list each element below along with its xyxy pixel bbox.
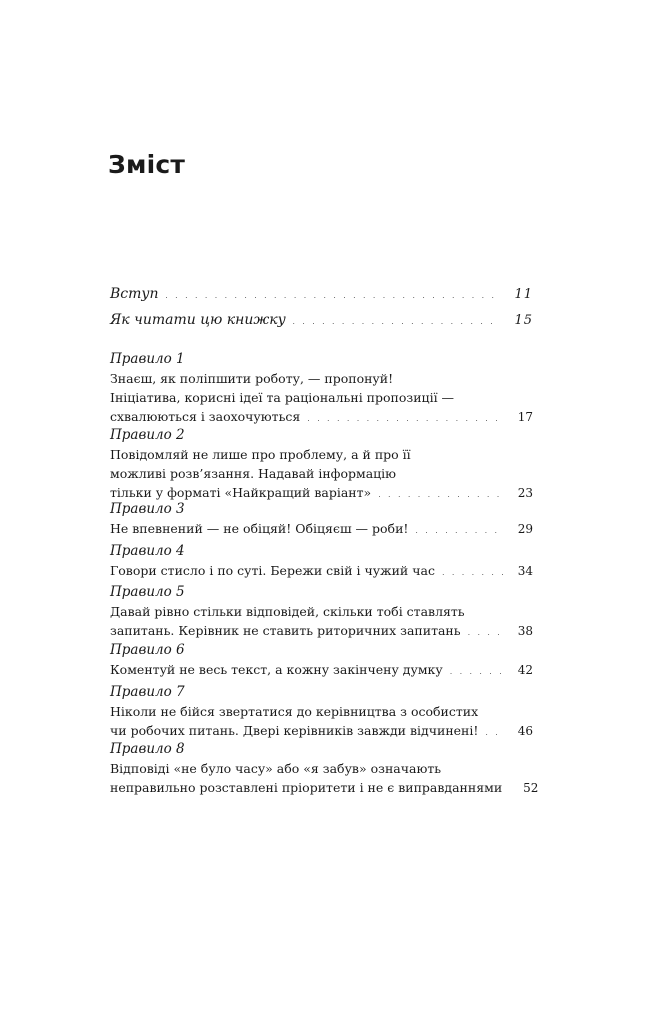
rule-line-last: тільки у форматі «Найкращий варіант» <box>110 485 372 500</box>
page-number: 15 <box>514 313 533 328</box>
rule-line: Давай рівно стільки відповідей, скільки тобі ставлять <box>110 604 465 619</box>
page-number: 17 <box>517 410 533 424</box>
page-number: 23 <box>517 486 533 500</box>
rule-line-last: Коментуй не весь текст, а кожну закінчену думку <box>110 662 443 677</box>
toc-entry-intro[interactable] <box>110 285 533 305</box>
toc-intro <box>110 285 533 331</box>
page-number: 46 <box>517 724 533 738</box>
rule-line: можливі розв’язання. Надавай інформацію <box>110 466 397 481</box>
page-number: 42 <box>517 663 533 677</box>
toc-entry-rule-8[interactable] <box>110 740 539 799</box>
rule-line-last: запитань. Керівник не ставить риторичних запитань <box>110 623 461 638</box>
rule-heading: Правило 5 <box>110 584 185 600</box>
toc-entry-rule-2[interactable] <box>110 426 533 504</box>
entry-label: Як читати цю книжку <box>110 312 286 328</box>
rule-line-last: схвалюються і заохочуються <box>110 409 301 424</box>
rule-line: Ініціатива, корисні ідеї та раціональні пропозиції — <box>110 390 455 405</box>
rule-line-last: Не впевнений — не обіцяй! Обіцяєш — роби! <box>110 521 409 536</box>
page-number: 11 <box>514 287 533 302</box>
dot-leader <box>450 662 504 681</box>
rule-line-last: Говори стисло і по суті. Бережи свій і чужий час <box>110 563 435 578</box>
toc-entry-rule-5[interactable] <box>110 583 533 642</box>
toc-entry-rule-1[interactable] <box>110 350 533 428</box>
rule-line: Відповіді «не було часу» або «я забув» означають <box>110 761 442 776</box>
rule-heading: Правило 6 <box>110 642 185 658</box>
entry-label: Вступ <box>110 286 159 302</box>
rule-line-last: чи робочих питань. Двері керівників завжди відчинені! <box>110 723 479 738</box>
toc-entry-rule-4[interactable] <box>110 542 533 582</box>
dot-leader <box>442 563 504 582</box>
toc-entry-rule-7[interactable] <box>110 683 533 742</box>
rule-heading: Правило 1 <box>110 351 185 367</box>
page-number: 34 <box>517 564 533 578</box>
dot-leader <box>415 521 503 540</box>
rule-heading: Правило 8 <box>110 741 185 757</box>
dot-leader <box>166 286 501 305</box>
rule-heading: Правило 4 <box>110 543 185 559</box>
dot-leader <box>293 312 501 331</box>
rule-heading: Правило 3 <box>110 501 185 517</box>
toc-entry-rule-3[interactable] <box>110 500 533 540</box>
toc-entry-how-to-read[interactable] <box>110 311 533 331</box>
rule-line: Повідомляй не лише про проблему, а й про її <box>110 447 411 462</box>
rule-heading: Правило 7 <box>110 684 185 700</box>
dot-leader <box>468 623 504 642</box>
page-number: 52 <box>523 781 539 795</box>
rule-line-last: неправильно розставлені пріоритети і не є виправданнями <box>110 780 503 795</box>
toc-entry-rule-6[interactable] <box>110 641 533 681</box>
rule-line: Ніколи не бійся звертатися до керівництва з особистих <box>110 704 479 719</box>
page-number: 29 <box>517 522 533 536</box>
page-number: 38 <box>517 624 533 638</box>
rule-line: Знаєш, як поліпшити роботу, — пропонуй! <box>110 371 394 386</box>
rule-heading: Правило 2 <box>110 427 185 443</box>
page-title: Зміст <box>108 150 186 179</box>
